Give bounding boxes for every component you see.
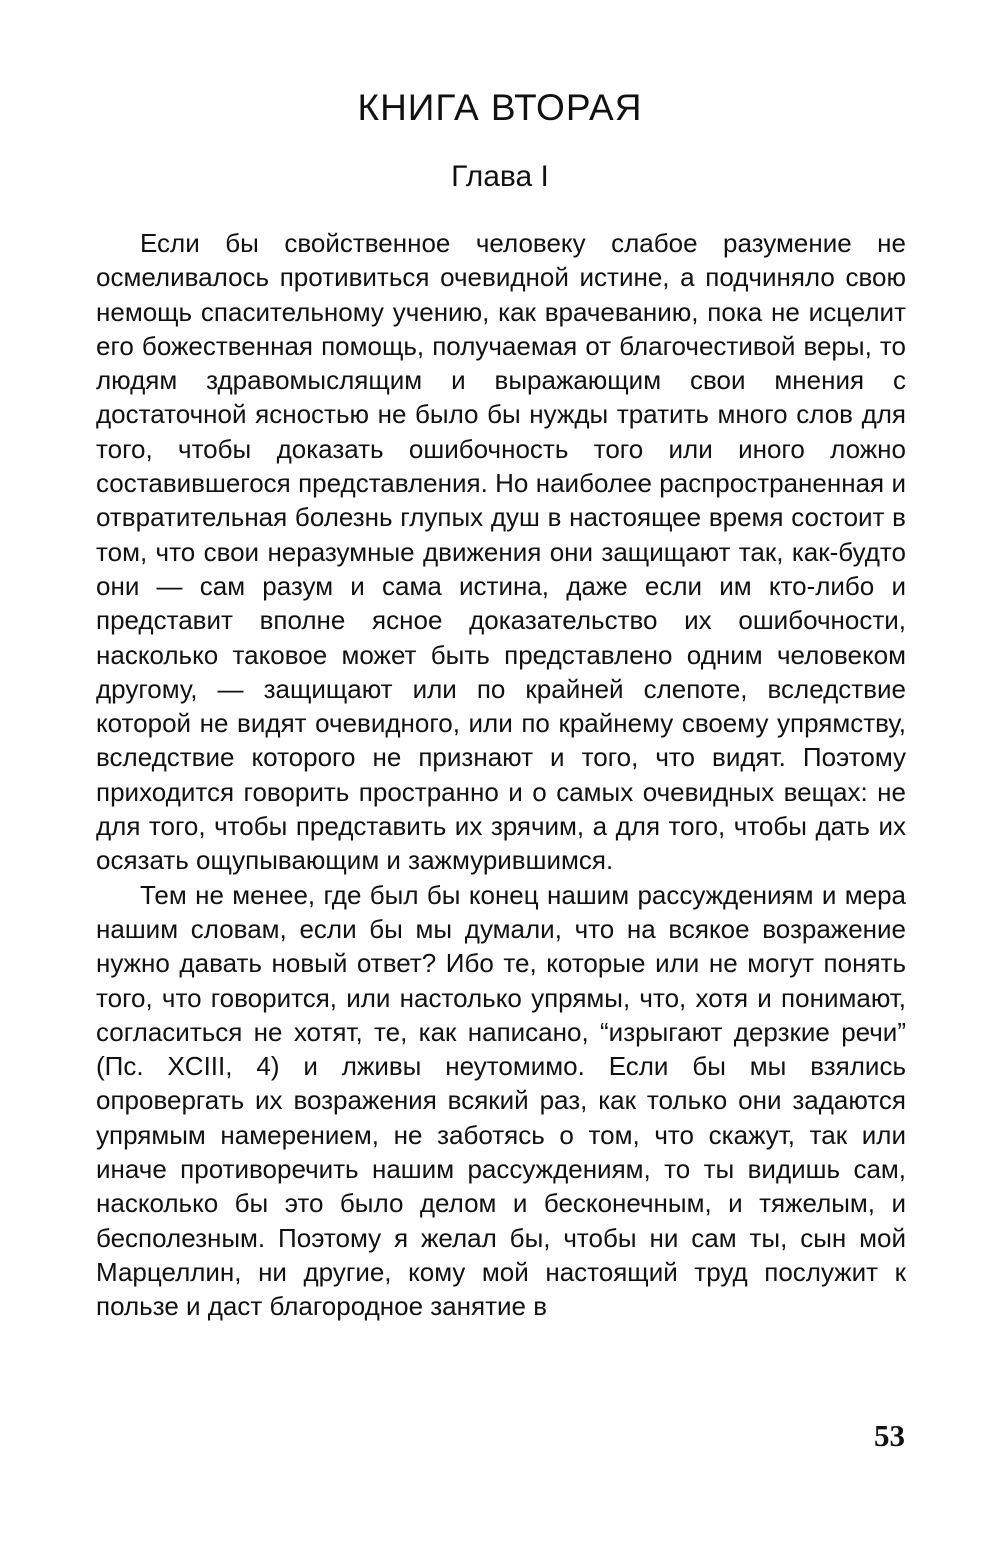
body-text <box>96 226 906 1324</box>
paragraph: Тем не менее, где был бы конец нашим рассуждениям и мера нашим словам, если бы мы думали, что на всякое возражение нужно давать новый ответ? Ибо те, которые или не могут понять того, что говорится, или настолько упрямы, что, хотя и понимают, согласиться не хотят, те, как написано, “изрыгают дерзкие речи” (Пс. XCIII, 4) и лживы неутомимо. Если бы мы взялись опровергать их возражения всякий раз, как только они задаются упрямым намерением, не заботясь о том, что скажут, так или иначе противоречить нашим рассуждениям, то ты видишь сам, насколько бы это было делом и бесконечным, и тяжелым, и бесполезным. Поэтому я желал бы, чтобы ни сам ты, сын мой Марцеллин, ни другие, кому мой настоящий труд послужит к пользе и даст благородное занятие в <box>96 879 906 1322</box>
chapter-title: Глава I <box>451 160 549 193</box>
page-number: 53 <box>874 1418 905 1453</box>
paragraph: Если бы свойственное человеку слабое разумение не осмеливалось противиться очевидной истине, а подчиняло свою немощь спасительному учению, как врачеванию, пока не исцелит его божественная помощь, получаемая от благочестивой веры, то людям здравомыслящим и выражающим свои мнения с достаточной ясностью не было бы нужды тратить много слов для того, чтобы доказать ошибочность того или иного ложно составившегося представления. Но наиболее распространенная и отвратительная болезнь глупых душ в настоящее время состоит в том, что свои неразумные движения они защищают так, как-будто они — сам разум и сама истина, даже если им кто-либо и представит вполне ясное доказательство их ошибочности, насколько таковое может быть представлено одним человеком другому, — защищают или по крайней слепоте, вследствие которой не видят очевидного, или по крайнему своему упрямству, вследствие которого не признают и того, что видят. Поэтому приходится говорить пространно и о самых очевидных вещах: не для того, чтобы представить их зрячим, а для того, чтобы дать их осязать ощупывающим и зажмурившимся. <box>96 228 906 876</box>
book-title: КНИГА ВТОРАЯ <box>357 87 643 128</box>
